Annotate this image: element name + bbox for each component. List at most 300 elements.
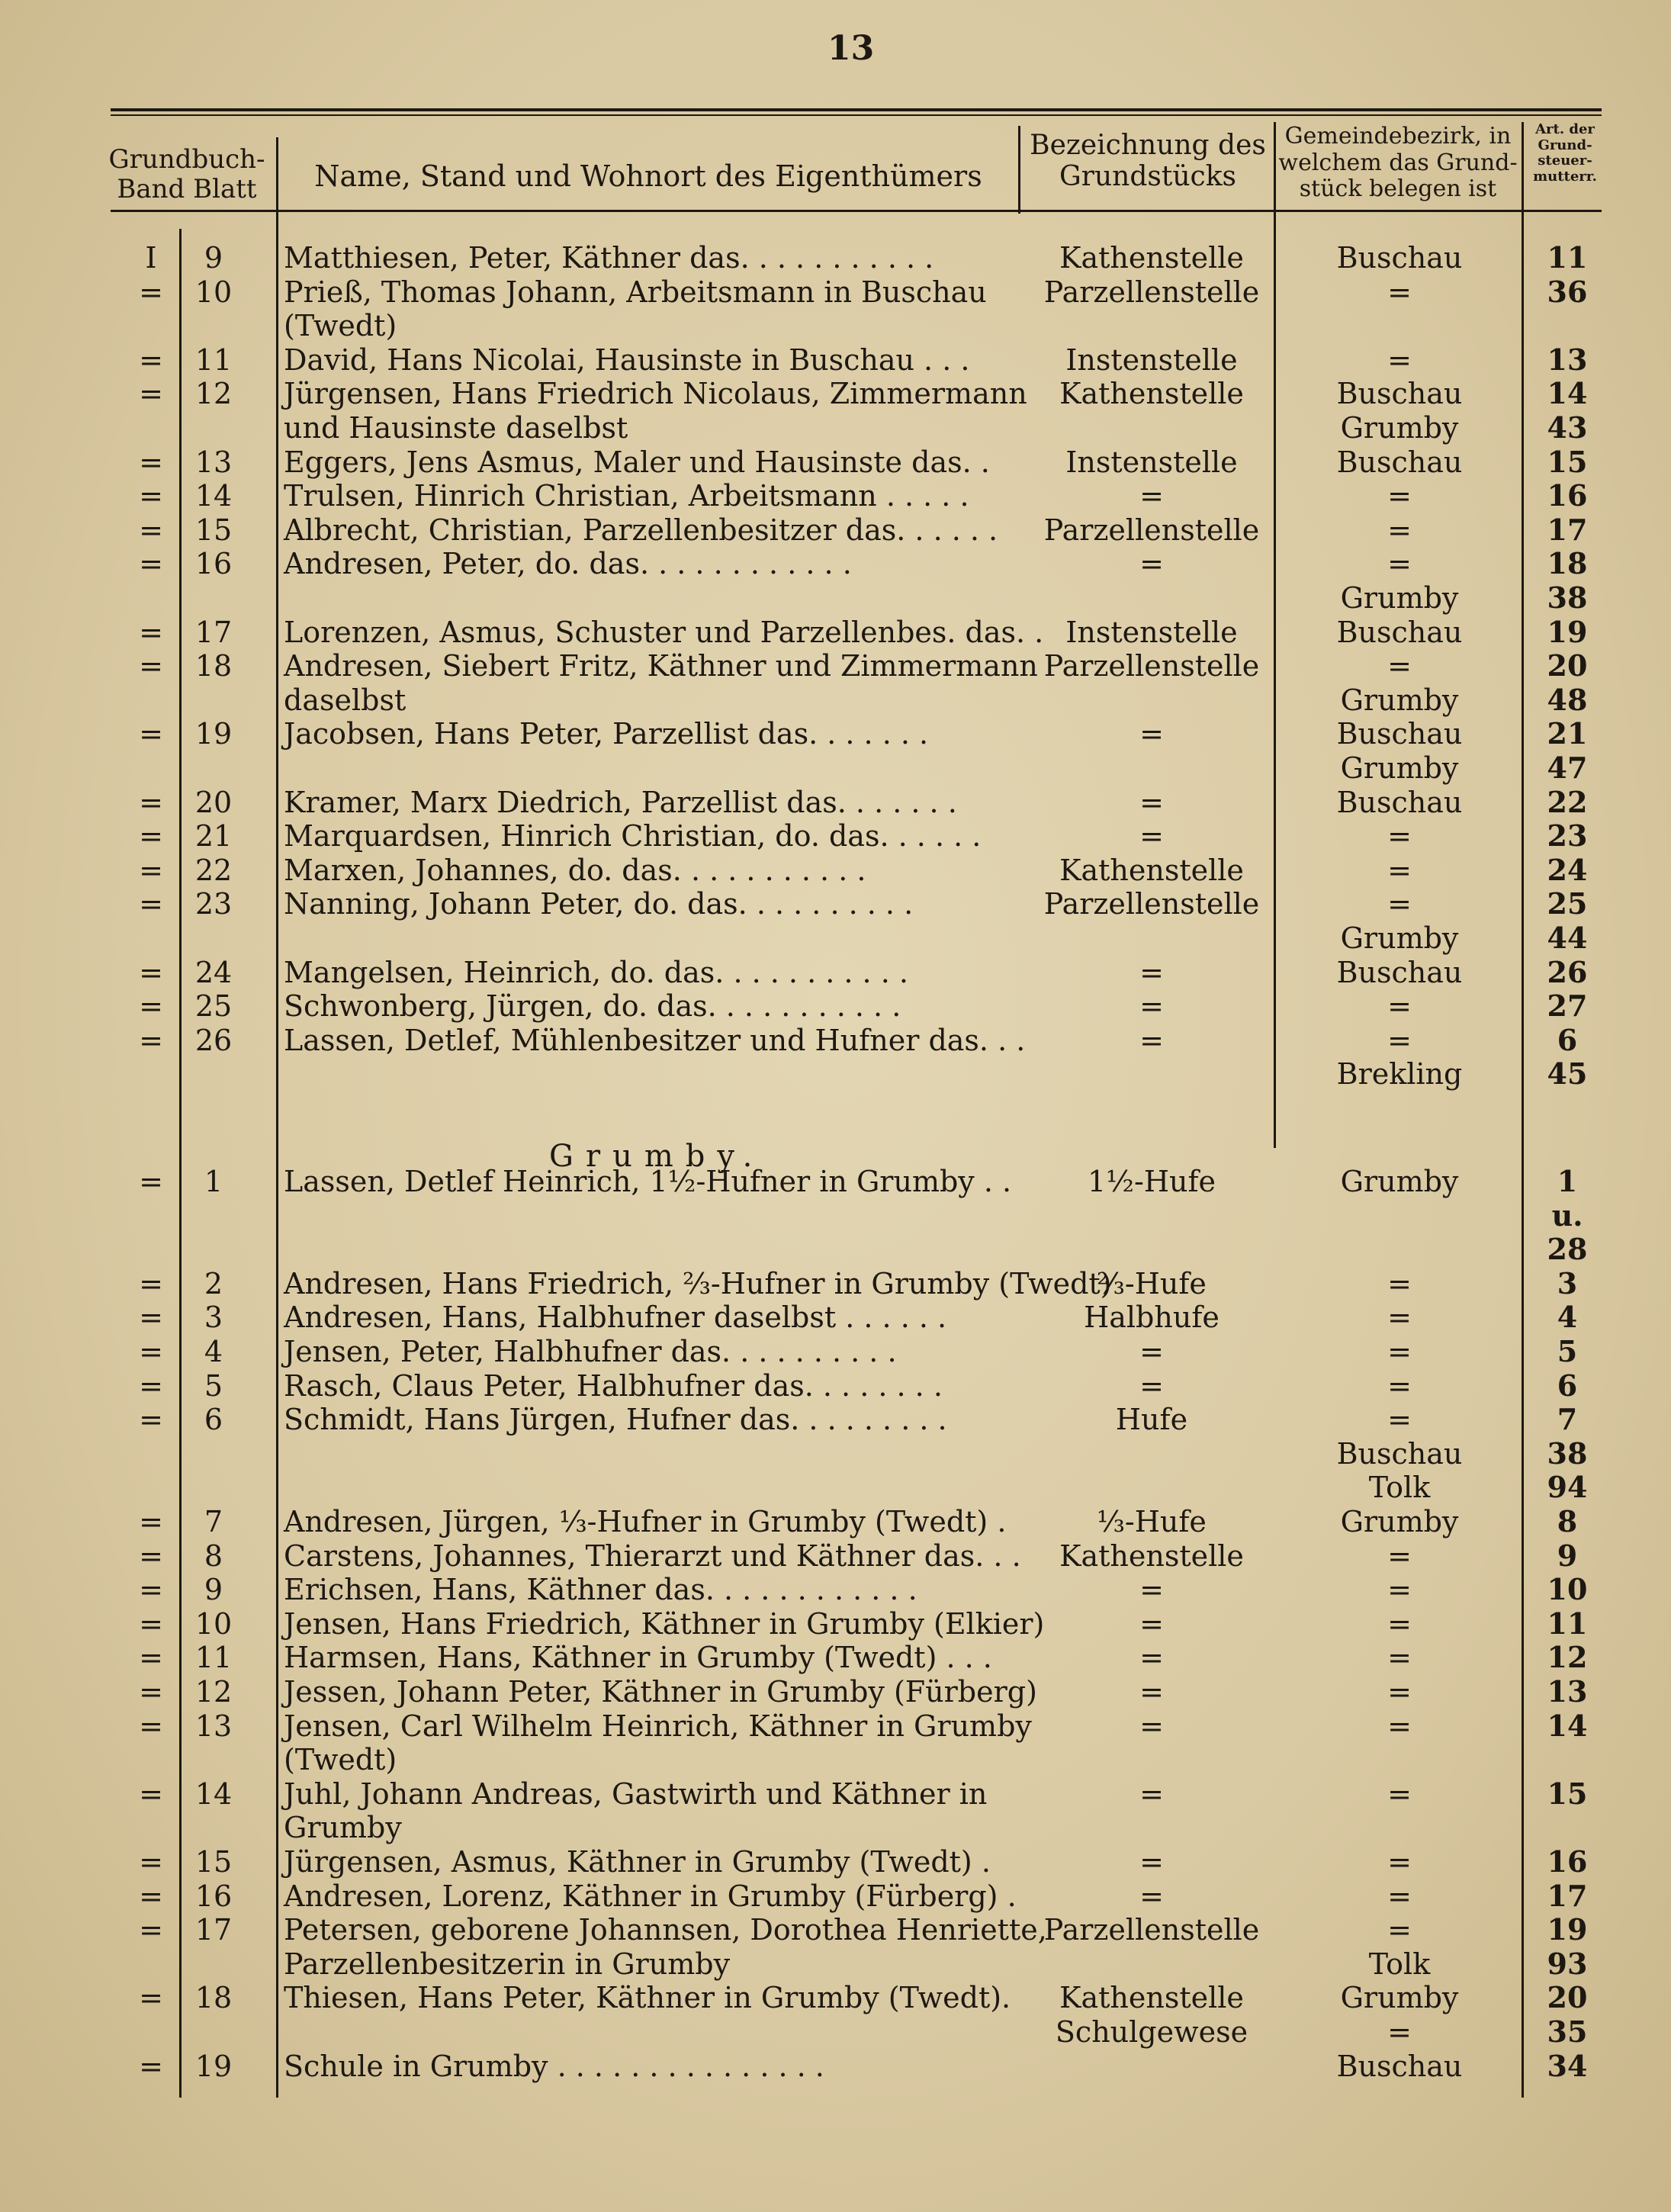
cell-band: = bbox=[139, 887, 163, 921]
cell-band: = bbox=[139, 445, 163, 479]
cell-band: = bbox=[139, 1368, 163, 1403]
header-col-art bbox=[1522, 122, 1608, 185]
cell-name: David, Hans Nicolai, Hausinste in Buschau . . . bbox=[284, 342, 970, 377]
cell-bezeichnung: = bbox=[1139, 1845, 1164, 1879]
cell-gemeinde: Buschau bbox=[1336, 615, 1463, 649]
cell-art: 24 bbox=[1547, 852, 1588, 887]
cell-blatt: 14 bbox=[194, 1776, 233, 1811]
cell-bezeichnung: 1½-Hufe bbox=[1087, 1165, 1216, 1198]
cell-name: Andresen, Hans Friedrich, ⅔-Hufner in Grumby (Twedt) bbox=[284, 1266, 1112, 1301]
table-row bbox=[0, 1471, 1671, 1504]
cell-art: 1 bbox=[1557, 1164, 1578, 1198]
cell-name: daselbst bbox=[284, 683, 407, 717]
cell-blatt: 20 bbox=[194, 785, 233, 819]
cell-name: Marxen, Johannes, do. das. . . . . . . . . . . bbox=[284, 853, 866, 887]
cell-blatt: 8 bbox=[204, 1538, 223, 1573]
cell-gemeinde: = bbox=[1387, 1573, 1412, 1607]
cell-name: Trulsen, Hinrich Christian, Arbeitsmann . . . . . bbox=[284, 479, 969, 513]
cell-bezeichnung: = bbox=[1139, 955, 1164, 989]
header-col-art-line3: steuer- bbox=[1538, 153, 1592, 169]
cell-bezeichnung: = bbox=[1139, 785, 1164, 819]
cell-name: Erichsen, Hans, Käthner das. . . . . . . . . . . . bbox=[284, 1573, 917, 1607]
cell-name: Schule in Grumby . . . . . . . . . . . . . . . bbox=[284, 2049, 824, 2083]
cell-gemeinde: Tolk bbox=[1368, 1471, 1431, 1505]
cell-gemeinde: = bbox=[1387, 1023, 1412, 1057]
cell-band: = bbox=[139, 547, 163, 581]
cell-band: I bbox=[145, 241, 157, 275]
cell-band: = bbox=[139, 1913, 163, 1947]
cell-art: 38 bbox=[1547, 580, 1588, 615]
cell-blatt: 18 bbox=[194, 1981, 233, 2015]
cell-gemeinde: = bbox=[1387, 275, 1412, 309]
cell-art: 35 bbox=[1547, 2014, 1588, 2049]
cell-bezeichnung: Instenstelle bbox=[1065, 445, 1238, 479]
cell-art: 18 bbox=[1547, 546, 1588, 581]
cell-gemeinde: Grumby bbox=[1340, 411, 1459, 445]
cell-bezeichnung: ⅓-Hufe bbox=[1097, 1505, 1207, 1538]
cell-art: 16 bbox=[1547, 1844, 1588, 1879]
cell-gemeinde: = bbox=[1387, 1538, 1412, 1573]
cell-gemeinde: Grumby bbox=[1340, 921, 1459, 955]
cell-name: Kramer, Marx Diedrich, Parzellist das. . . . . . . bbox=[284, 785, 957, 819]
table-row bbox=[0, 1505, 1671, 1538]
cell-art: 23 bbox=[1547, 818, 1588, 854]
cell-band: = bbox=[139, 1165, 163, 1198]
cell-band: = bbox=[139, 1301, 163, 1335]
cell-blatt: 24 bbox=[194, 955, 233, 989]
table-row bbox=[0, 1335, 1671, 1368]
table-row bbox=[0, 786, 1671, 819]
cell-gemeinde: = bbox=[1387, 1879, 1412, 1913]
table-row bbox=[0, 1369, 1671, 1403]
table-row bbox=[0, 581, 1671, 615]
table-row bbox=[0, 854, 1671, 887]
cell-bezeichnung: = bbox=[1139, 1709, 1164, 1743]
table-row bbox=[0, 2050, 1671, 2083]
cell-name: Jacobsen, Hans Peter, Parzellist das. . . . . . . bbox=[284, 717, 929, 751]
cell-art: 7 bbox=[1557, 1402, 1578, 1437]
col-divider-3 bbox=[1018, 126, 1020, 214]
cell-art: 12 bbox=[1547, 1640, 1588, 1675]
table-row bbox=[0, 989, 1671, 1023]
cell-blatt: 14 bbox=[194, 479, 233, 513]
cell-name: Nanning, Johann Peter, do. das. . . . . . . . . . bbox=[284, 887, 914, 921]
cell-art: 38 bbox=[1547, 1436, 1588, 1471]
table-row bbox=[0, 1233, 1671, 1266]
table-row bbox=[0, 1947, 1671, 1981]
cell-gemeinde: Grumby bbox=[1340, 1165, 1459, 1198]
table-row bbox=[0, 1743, 1671, 1776]
table-row bbox=[0, 513, 1671, 547]
cell-bezeichnung: = bbox=[1139, 1641, 1164, 1675]
cell-art: 47 bbox=[1547, 751, 1588, 785]
table-row bbox=[0, 1539, 1671, 1573]
section-title-grumby: Grumby. bbox=[549, 1139, 765, 1174]
cell-blatt: 15 bbox=[194, 1845, 233, 1879]
cell-name: Harmsen, Hans, Käthner in Grumby (Twedt) . . . bbox=[284, 1641, 992, 1675]
cell-name: (Twedt) bbox=[284, 1743, 397, 1777]
header-bottom-rule bbox=[111, 210, 1602, 212]
cell-blatt: 19 bbox=[194, 2049, 233, 2083]
cell-bezeichnung: Schulgewese bbox=[1055, 2015, 1248, 2049]
table-row bbox=[0, 1709, 1671, 1743]
cell-name: Juhl, Johann Andreas, Gastwirth und Käthner in bbox=[284, 1776, 988, 1811]
cell-bezeichnung: Instenstelle bbox=[1065, 615, 1238, 649]
cell-name: Carstens, Johannes, Thierarzt und Käthner das. . . bbox=[284, 1538, 1021, 1573]
table-row bbox=[0, 1981, 1671, 2014]
cell-gemeinde: Buschau bbox=[1336, 241, 1463, 275]
table-row bbox=[0, 1845, 1671, 1879]
table-row bbox=[0, 717, 1671, 751]
cell-name: Andresen, Lorenz, Käthner in Grumby (Fürberg) . bbox=[284, 1879, 1017, 1913]
cell-band: = bbox=[139, 1573, 163, 1607]
cell-gemeinde: = bbox=[1387, 1709, 1412, 1743]
cell-band: = bbox=[139, 717, 163, 751]
cell-band: = bbox=[139, 1023, 163, 1057]
cell-gemeinde: = bbox=[1387, 1335, 1412, 1368]
cell-name: Schmidt, Hans Jürgen, Hufner das. . . . . . . . . bbox=[284, 1403, 947, 1437]
cell-gemeinde: Grumby bbox=[1340, 581, 1459, 615]
cell-gemeinde: = bbox=[1387, 1301, 1412, 1335]
cell-gemeinde: Buschau bbox=[1336, 445, 1463, 479]
cell-band: = bbox=[139, 1641, 163, 1675]
table-row bbox=[0, 1024, 1671, 1057]
top-rule-thin bbox=[111, 114, 1602, 116]
cell-blatt: 17 bbox=[194, 1913, 233, 1947]
cell-gemeinde: = bbox=[1387, 547, 1412, 581]
cell-bezeichnung: = bbox=[1139, 1606, 1164, 1641]
table-row bbox=[0, 479, 1671, 513]
cell-band: = bbox=[139, 1776, 163, 1811]
cell-blatt: 2 bbox=[204, 1266, 223, 1301]
table-row bbox=[0, 1267, 1671, 1301]
cell-name: Jessen, Johann Peter, Käthner in Grumby (Fürberg) bbox=[284, 1675, 1037, 1709]
cell-art: 19 bbox=[1547, 614, 1588, 649]
cell-band: = bbox=[139, 342, 163, 377]
cell-bezeichnung: = bbox=[1139, 547, 1164, 581]
cell-gemeinde: Buschau bbox=[1336, 717, 1463, 751]
cell-bezeichnung: = bbox=[1139, 1023, 1164, 1057]
cell-bezeichnung: Hufe bbox=[1115, 1403, 1188, 1437]
header-col-grundbuch-line2: Band Blatt bbox=[117, 174, 257, 205]
cell-band: = bbox=[139, 1879, 163, 1913]
cell-bezeichnung: = bbox=[1139, 1675, 1164, 1709]
cell-blatt: 13 bbox=[194, 445, 233, 479]
cell-blatt: 25 bbox=[194, 989, 233, 1024]
cell-gemeinde: Buschau bbox=[1336, 2049, 1463, 2083]
cell-name: Jensen, Carl Wilhelm Heinrich, Käthner in Grumby bbox=[284, 1709, 1032, 1743]
cell-name: Thiesen, Hans Peter, Käthner in Grumby (Twedt). bbox=[284, 1981, 1011, 2015]
cell-name: Parzellenbesitzerin in Grumby bbox=[284, 1947, 731, 1981]
cell-blatt: 3 bbox=[204, 1301, 223, 1335]
cell-band: = bbox=[139, 479, 163, 513]
cell-art: 11 bbox=[1547, 240, 1588, 275]
cell-blatt: 6 bbox=[204, 1403, 223, 1437]
cell-bezeichnung: Parzellenstelle bbox=[1043, 513, 1260, 547]
table-row bbox=[0, 1777, 1671, 1811]
cell-gemeinde: Buschau bbox=[1336, 377, 1463, 411]
cell-art: 19 bbox=[1547, 1912, 1588, 1947]
table-row bbox=[0, 1607, 1671, 1641]
cell-name: Prieß, Thomas Johann, Arbeitsmann in Buschau bbox=[284, 275, 987, 309]
cell-bezeichnung: = bbox=[1139, 819, 1164, 854]
cell-gemeinde: = bbox=[1387, 1606, 1412, 1641]
cell-band: = bbox=[139, 615, 163, 649]
cell-band: = bbox=[139, 1709, 163, 1743]
cell-blatt: 16 bbox=[194, 547, 233, 581]
cell-gemeinde: Buschau bbox=[1336, 1436, 1463, 1471]
table-row bbox=[0, 616, 1671, 649]
cell-band: = bbox=[139, 513, 163, 547]
cell-blatt: 16 bbox=[194, 1879, 233, 1913]
cell-art: 36 bbox=[1547, 274, 1588, 309]
header-col-bezeichnung-line2: Grundstücks bbox=[1059, 161, 1236, 193]
header-col-gemeinde-line3: stück belegen ist bbox=[1299, 175, 1497, 202]
cell-bezeichnung: = bbox=[1139, 989, 1164, 1024]
cell-blatt: 9 bbox=[204, 1573, 223, 1607]
cell-gemeinde: Brekling bbox=[1336, 1057, 1463, 1092]
cell-blatt: 22 bbox=[194, 853, 233, 887]
cell-name: Lassen, Detlef Heinrich, 1½-Hufner in Grumby . . bbox=[284, 1165, 1012, 1198]
table-row bbox=[0, 309, 1671, 342]
cell-gemeinde: = bbox=[1387, 649, 1412, 683]
cell-name: Schwonberg, Jürgen, do. das. . . . . . . . . . . bbox=[284, 989, 901, 1024]
table-row bbox=[0, 411, 1671, 445]
cell-blatt: 18 bbox=[194, 649, 233, 683]
cell-name: Petersen, geborene Johannsen, Dorothea Henriette, bbox=[284, 1913, 1047, 1947]
table-row bbox=[0, 649, 1671, 683]
cell-bezeichnung: = bbox=[1139, 1776, 1164, 1811]
cell-name: Matthiesen, Peter, Käthner das. . . . . . . . . . . bbox=[284, 241, 934, 275]
cell-bezeichnung: Instenstelle bbox=[1065, 342, 1238, 377]
cell-band: = bbox=[139, 1266, 163, 1301]
cell-art: 11 bbox=[1547, 1606, 1588, 1641]
cell-gemeinde: = bbox=[1387, 513, 1412, 547]
table-row bbox=[0, 1165, 1671, 1198]
cell-name: (Twedt) bbox=[284, 309, 397, 343]
cell-art: 94 bbox=[1547, 1470, 1588, 1505]
table-row bbox=[0, 921, 1671, 955]
cell-bezeichnung: Halbhufe bbox=[1084, 1301, 1220, 1335]
cell-art: 13 bbox=[1547, 342, 1588, 377]
cell-art: 8 bbox=[1557, 1504, 1578, 1538]
header-col-bezeichnung bbox=[1022, 130, 1274, 193]
cell-band: = bbox=[139, 1335, 163, 1368]
table-row bbox=[0, 1573, 1671, 1606]
cell-art: 44 bbox=[1547, 921, 1588, 955]
cell-bezeichnung: = bbox=[1139, 1335, 1164, 1368]
header-col-gemeinde bbox=[1275, 124, 1521, 203]
cell-art: 48 bbox=[1547, 682, 1588, 717]
cell-band: = bbox=[139, 853, 163, 887]
cell-art: 15 bbox=[1547, 1776, 1588, 1811]
cell-gemeinde: Grumby bbox=[1340, 1505, 1459, 1538]
cell-bezeichnung: Parzellenstelle bbox=[1043, 887, 1260, 921]
cell-art: 16 bbox=[1547, 478, 1588, 513]
cell-gemeinde: = bbox=[1387, 1266, 1412, 1301]
cell-band: = bbox=[139, 1675, 163, 1709]
cell-art: 43 bbox=[1547, 410, 1588, 445]
cell-bezeichnung: Kathenstelle bbox=[1059, 1981, 1244, 2015]
header-col-grundbuch-line1: Grundbuch- bbox=[108, 144, 265, 175]
cell-gemeinde: = bbox=[1387, 1368, 1412, 1403]
cell-gemeinde: = bbox=[1387, 1403, 1412, 1437]
cell-art: 25 bbox=[1547, 886, 1588, 921]
cell-band: = bbox=[139, 955, 163, 989]
cell-art: 10 bbox=[1547, 1572, 1588, 1607]
cell-gemeinde: Grumby bbox=[1340, 1981, 1459, 2015]
cell-name: Jensen, Peter, Halbhufner das. . . . . . . . . . bbox=[284, 1335, 897, 1368]
header-col-bezeichnung-line1: Bezeichnung des bbox=[1030, 130, 1266, 161]
cell-band: = bbox=[139, 377, 163, 411]
cell-blatt: 26 bbox=[194, 1023, 233, 1057]
table-row bbox=[0, 445, 1671, 479]
cell-art: 5 bbox=[1557, 1334, 1578, 1368]
table-row bbox=[0, 683, 1671, 717]
cell-gemeinde: Buschau bbox=[1336, 785, 1463, 819]
cell-blatt: 11 bbox=[194, 1641, 233, 1675]
cell-gemeinde: Grumby bbox=[1340, 683, 1459, 717]
cell-art: 15 bbox=[1547, 444, 1588, 479]
cell-art: 34 bbox=[1547, 2048, 1588, 2083]
cell-band: = bbox=[139, 649, 163, 683]
cell-art: 4 bbox=[1557, 1300, 1578, 1335]
cell-name: Lorenzen, Asmus, Schuster und Parzellenbes. das. . bbox=[284, 615, 1044, 649]
header-col-gemeinde-line2: welchem das Grund- bbox=[1278, 149, 1518, 176]
cell-gemeinde: = bbox=[1387, 479, 1412, 513]
table-row bbox=[0, 887, 1671, 921]
cell-band: = bbox=[139, 275, 163, 309]
cell-gemeinde: = bbox=[1387, 819, 1412, 854]
cell-art: 13 bbox=[1547, 1674, 1588, 1709]
table-row bbox=[0, 1675, 1671, 1709]
cell-bezeichnung: Parzellenstelle bbox=[1043, 649, 1260, 683]
cell-blatt: 11 bbox=[194, 342, 233, 377]
cell-art: 21 bbox=[1547, 716, 1588, 751]
top-rule bbox=[111, 108, 1602, 111]
cell-band: = bbox=[139, 989, 163, 1024]
cell-gemeinde: = bbox=[1387, 1675, 1412, 1709]
cell-bezeichnung: ⅔-Hufe bbox=[1097, 1266, 1207, 1301]
cell-name: Jensen, Hans Friedrich, Käthner in Grumby (Elkier) bbox=[284, 1606, 1045, 1641]
cell-art: 45 bbox=[1547, 1056, 1588, 1092]
table-row bbox=[0, 1199, 1671, 1233]
header-col-art-line1: Art. der bbox=[1535, 121, 1595, 137]
cell-art: 28 bbox=[1547, 1232, 1588, 1267]
cell-art: 27 bbox=[1547, 989, 1588, 1024]
cell-bezeichnung: Parzellenstelle bbox=[1043, 1913, 1260, 1947]
cell-gemeinde: = bbox=[1387, 1776, 1412, 1811]
cell-blatt: 15 bbox=[194, 513, 233, 547]
table-row bbox=[0, 956, 1671, 989]
cell-band: = bbox=[139, 1403, 163, 1437]
cell-bezeichnung: = bbox=[1139, 717, 1164, 751]
cell-bezeichnung: = bbox=[1139, 1573, 1164, 1607]
cell-bezeichnung: = bbox=[1139, 1879, 1164, 1913]
cell-name: Lassen, Detlef, Mühlenbesitzer und Hufner das. . . bbox=[284, 1023, 1026, 1057]
cell-art: 22 bbox=[1547, 784, 1588, 819]
table-row bbox=[0, 1811, 1671, 1844]
cell-gemeinde: = bbox=[1387, 853, 1412, 887]
table-row bbox=[0, 547, 1671, 580]
cell-blatt: 1 bbox=[204, 1165, 223, 1198]
table-row bbox=[0, 1057, 1671, 1091]
table-row bbox=[0, 2015, 1671, 2049]
cell-blatt: 23 bbox=[194, 887, 233, 921]
cell-bezeichnung: Parzellenstelle bbox=[1043, 275, 1260, 309]
cell-band: = bbox=[139, 1538, 163, 1573]
table-row bbox=[0, 1913, 1671, 1947]
cell-name: Andresen, Hans, Halbhufner daselbst . . . . . . bbox=[284, 1301, 947, 1335]
table-row bbox=[0, 343, 1671, 377]
cell-art: 26 bbox=[1547, 954, 1588, 989]
cell-art: 17 bbox=[1547, 1878, 1588, 1913]
cell-band: = bbox=[139, 1505, 163, 1538]
cell-gemeinde: = bbox=[1387, 342, 1412, 377]
page-number: 13 bbox=[827, 29, 875, 68]
table-row bbox=[0, 275, 1671, 309]
cell-band: = bbox=[139, 1606, 163, 1641]
cell-name: Andresen, Jürgen, ⅓-Hufner in Grumby (Twedt) . bbox=[284, 1505, 1007, 1538]
cell-bezeichnung: Kathenstelle bbox=[1059, 241, 1244, 275]
cell-gemeinde: Grumby bbox=[1340, 751, 1459, 785]
cell-name: Andresen, Siebert Fritz, Käthner und Zimmermann bbox=[284, 649, 1038, 683]
cell-gemeinde: = bbox=[1387, 989, 1412, 1024]
cell-blatt: 12 bbox=[194, 1675, 233, 1709]
cell-band: = bbox=[139, 1981, 163, 2015]
cell-art: 6 bbox=[1557, 1368, 1578, 1403]
cell-art: 6 bbox=[1557, 1022, 1578, 1057]
cell-bezeichnung: Kathenstelle bbox=[1059, 377, 1244, 411]
cell-blatt: 13 bbox=[194, 1709, 233, 1743]
cell-name: Eggers, Jens Asmus, Maler und Hausinste das. . bbox=[284, 445, 990, 479]
cell-name: Mangelsen, Heinrich, do. das. . . . . . . . . . . bbox=[284, 955, 908, 989]
cell-blatt: 5 bbox=[204, 1368, 223, 1403]
cell-band: = bbox=[139, 819, 163, 854]
cell-gemeinde: = bbox=[1387, 887, 1412, 921]
cell-name: Jürgensen, Hans Friedrich Nicolaus, Zimmermann bbox=[284, 377, 1027, 411]
table-row bbox=[0, 1301, 1671, 1334]
table-row bbox=[0, 1641, 1671, 1674]
cell-gemeinde: Buschau bbox=[1336, 955, 1463, 989]
header-col-grundbuch bbox=[99, 145, 275, 204]
table-row bbox=[0, 1437, 1671, 1471]
table-row bbox=[0, 1403, 1671, 1436]
table-row bbox=[0, 1879, 1671, 1913]
cell-blatt: 17 bbox=[194, 615, 233, 649]
cell-band: = bbox=[139, 2049, 163, 2083]
header-col-gemeinde-line1: Gemeindebezirk, in bbox=[1284, 123, 1512, 150]
header-col-art-line2: Grund- bbox=[1538, 137, 1592, 153]
cell-art: 20 bbox=[1547, 1980, 1588, 2015]
cell-gemeinde: = bbox=[1387, 1641, 1412, 1675]
cell-bezeichnung: Kathenstelle bbox=[1059, 1538, 1244, 1573]
cell-blatt: 19 bbox=[194, 717, 233, 751]
table-row bbox=[0, 377, 1671, 410]
cell-bezeichnung: = bbox=[1139, 479, 1164, 513]
cell-blatt: 7 bbox=[204, 1505, 223, 1538]
cell-band: = bbox=[139, 785, 163, 819]
cell-art: 93 bbox=[1547, 1946, 1588, 1981]
cell-art: 14 bbox=[1547, 1708, 1588, 1743]
cell-art: u. bbox=[1551, 1198, 1583, 1233]
cell-name: Jürgensen, Asmus, Käthner in Grumby (Twedt) . bbox=[284, 1845, 991, 1879]
cell-gemeinde: = bbox=[1387, 1845, 1412, 1879]
cell-art: 20 bbox=[1547, 648, 1588, 683]
cell-art: 9 bbox=[1557, 1538, 1578, 1573]
cell-blatt: 10 bbox=[194, 275, 233, 309]
cell-gemeinde: = bbox=[1387, 1913, 1412, 1947]
